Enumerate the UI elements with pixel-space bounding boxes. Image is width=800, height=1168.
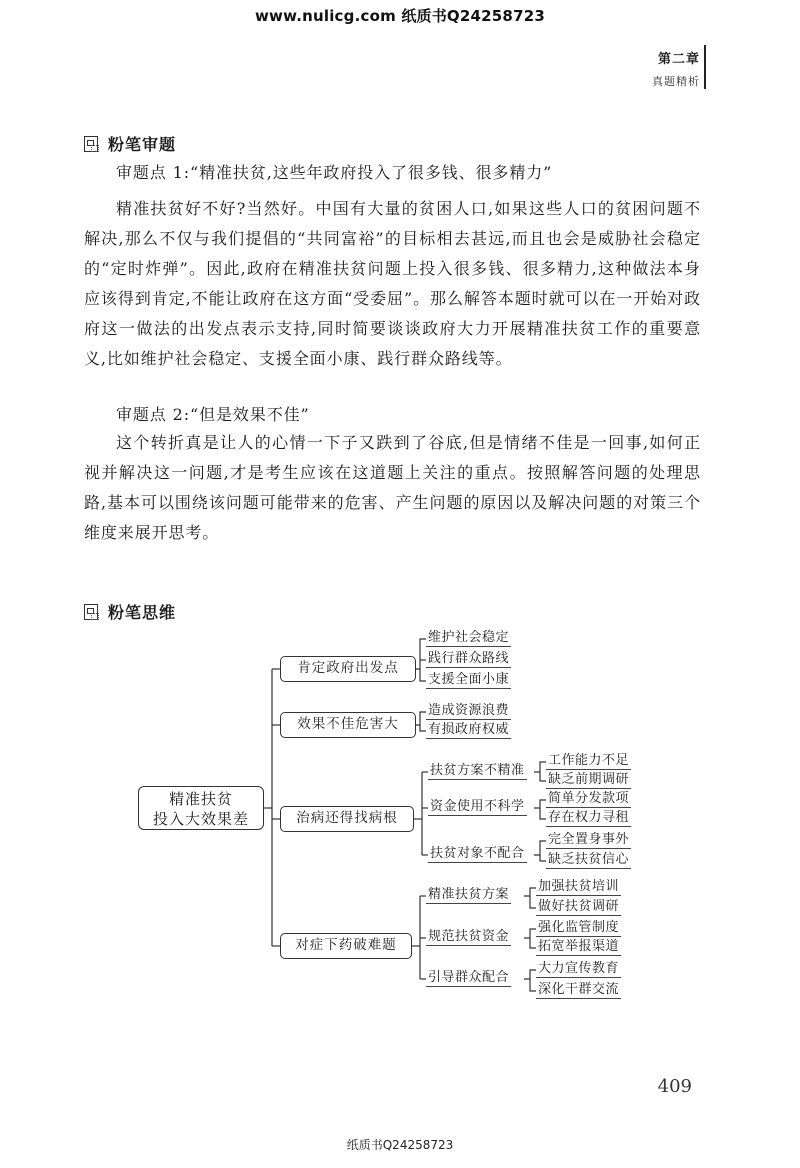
mindmap-branch-4: 对症下药破难题 — [280, 933, 412, 959]
mindmap-sub-branch: 精准扶贫方案 — [428, 887, 510, 902]
mindmap-branch-1: 肯定政府出发点 — [280, 656, 416, 682]
bottom-watermark: 纸质书Q24258723 — [346, 1138, 454, 1152]
top-watermark: www.nulicg.com 纸质书Q24258723 — [255, 7, 545, 25]
mindmap-leaf: 拓宽举报渠道 — [538, 939, 620, 954]
mindmap-sub-branch: 资金使用不科学 — [430, 799, 525, 814]
mindmap-branch-2: 效果不佳危害大 — [280, 712, 416, 738]
mindmap-leaf: 支援全面小康 — [428, 672, 510, 687]
mindmap-sub-branch: 扶贫方案不精准 — [430, 763, 525, 778]
section-title-thinking: 粉笔思维 — [108, 603, 177, 622]
mindmap-sub-branch: 扶贫对象不配合 — [430, 846, 525, 861]
page-number: 409 — [657, 1076, 692, 1097]
mindmap-leaf: 深化干群交流 — [538, 982, 620, 997]
mindmap-root — [138, 786, 264, 830]
mindmap-branch-3: 治病还得找病根 — [280, 806, 414, 832]
paragraph-1-text: 精准扶贫好不好?当然好。中国有大量的贫困人口,如果这些人口的贫困问题不解决,那么不仅与我们提倡的“共同富裕”的目标相去甚远,而且也会是威胁社会稳定的“定时炸弹”。因此,政府在精准扶贫问题上投入很多钱、很多精力,这种做法本身应该得到肯定,不能让政府在这方面“受委屈”。那么解答本题时就可以在一开始对政府这一做法的出发点表示支持,同时简要谈谈政府大力开展精准扶贫工作的重要意义,比如维护社会稳定、支援全面小康、践行群众路线等。 — [84, 199, 701, 368]
mindmap-leaf: 做好扶贫调研 — [538, 899, 620, 914]
section-title-review: 粉笔审题 — [108, 135, 177, 154]
mindmap-leaf: 有损政府权威 — [428, 722, 510, 737]
chapter-title: 第二章 — [657, 52, 700, 67]
mindmap-leaf: 缺乏前期调研 — [548, 772, 630, 787]
mindmap-leaf: 维护社会稳定 — [428, 630, 510, 645]
mindmap-leaf: 践行群众路线 — [428, 651, 510, 666]
mindmap-leaf: 大力宣传教育 — [538, 961, 620, 976]
mindmap-root-line2: 投入大效果差 — [152, 810, 249, 828]
mindmap-root-line1: 精准扶贫 — [168, 790, 233, 808]
chapter-subtitle: 真题精析 — [652, 75, 700, 88]
mindmap-leaf: 简单分发款项 — [548, 791, 630, 806]
mindmap-leaf: 存在权力寻租 — [548, 810, 630, 825]
mindmap-leaf: 造成资源浪费 — [428, 703, 510, 718]
review-point-2: 审题点 2:“但是效果不佳” — [116, 405, 310, 424]
mindmap-sub-branch: 引导群众配合 — [428, 970, 510, 985]
mindmap-leaf: 加强扶贫培训 — [538, 879, 620, 894]
mindmap-leaf: 完全置身事外 — [548, 832, 630, 847]
mindmap-leaf: 工作能力不足 — [548, 753, 630, 768]
mindmap-sub-branch: 规范扶贫资金 — [428, 929, 510, 944]
mindmap-leaf: 强化监管制度 — [538, 920, 620, 935]
paragraph-2-text: 这个转折真是让人的心情一下子又跌到了谷底,但是情绪不佳是一回事,如何正视并解决这一问题,才是考生应该在这道题上关注的重点。按照解答问题的处理思路,基本可以围绕该问题可能带来的危害、产生问题的原因以及解决问题的对策三个维度来展开思考。 — [84, 433, 701, 542]
mindmap-leaf: 缺乏扶贫信心 — [548, 852, 630, 867]
review-point-1: 审题点 1:“精准扶贫,这些年政府投入了很多钱、很多精力” — [116, 163, 553, 182]
